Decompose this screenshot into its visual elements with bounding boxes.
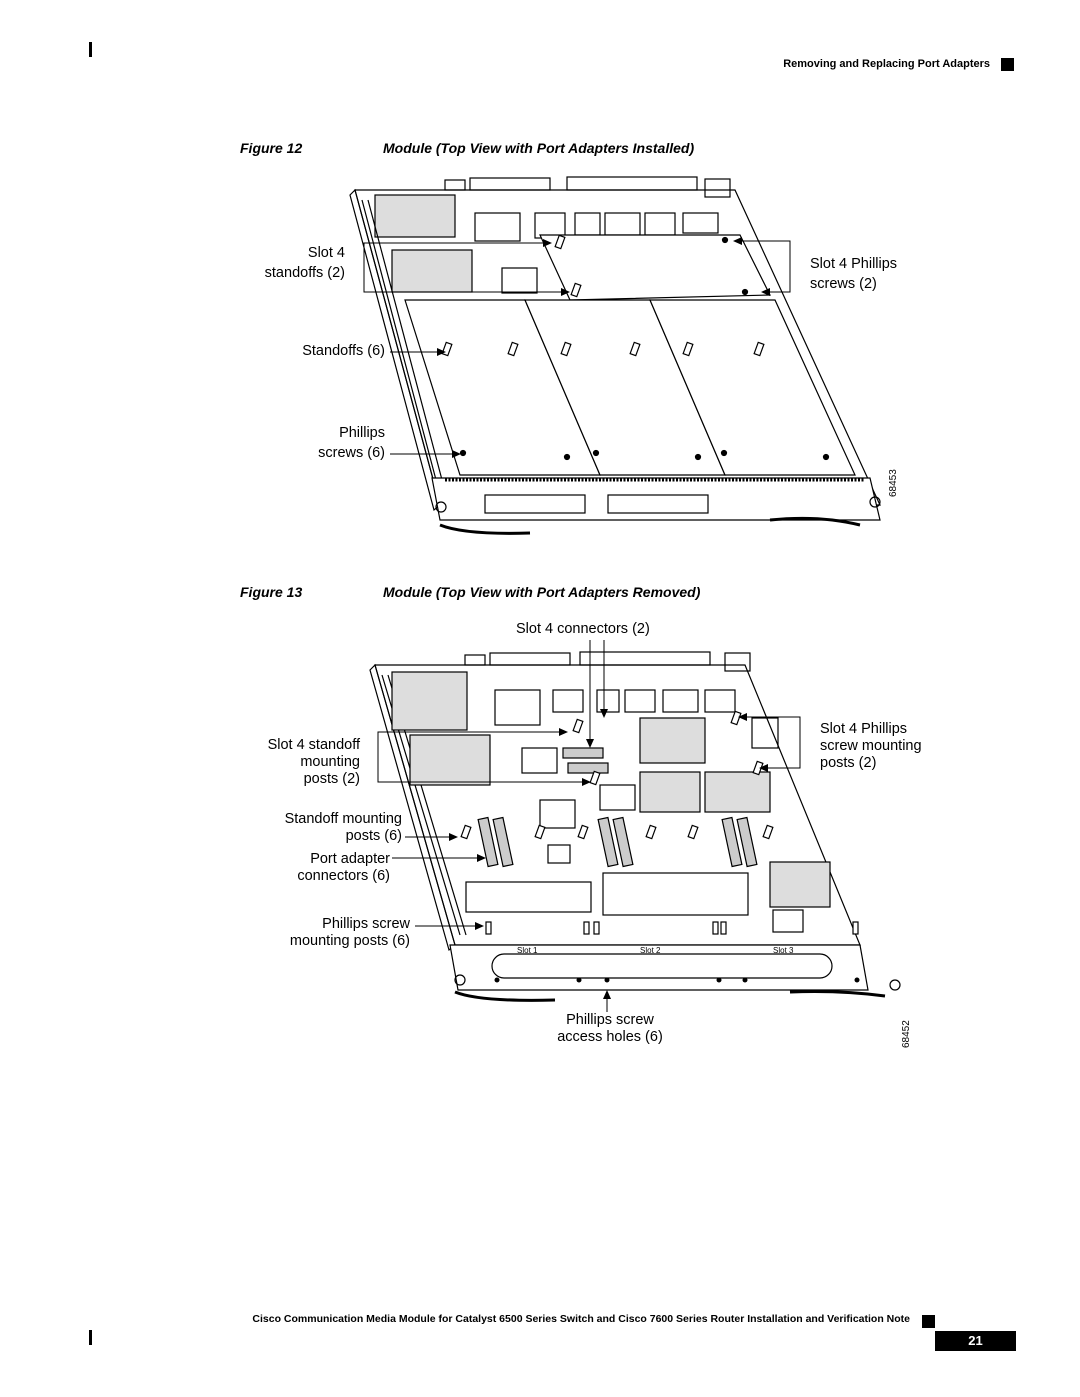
- fig13-standoff-posts-line2: mounting: [300, 754, 360, 770]
- figure-13-label: Figure 13: [240, 584, 303, 600]
- fig13-standoff-posts-line1: Slot 4 standoff: [267, 737, 360, 753]
- page-number: 21: [935, 1331, 1016, 1351]
- fig13-callout-access-holes: [540, 1012, 680, 1046]
- footer-marker-square: [922, 1315, 935, 1328]
- fig13-phillips-screw-line1: Phillips screw: [322, 916, 410, 932]
- fig13-standoff-mounting-line1: Standoff mounting: [284, 811, 402, 827]
- fig12-callout-slot4-phillips-line1: Slot 4 Phillips: [810, 256, 898, 272]
- fig13-access-holes-line1: Phillips screw: [566, 1012, 654, 1028]
- fig12-callout-phillips-line1: Phillips: [339, 425, 385, 441]
- fig12-id-number: 68453: [888, 469, 899, 497]
- fig13-slot-3-label: Slot 3: [773, 946, 794, 955]
- crop-mark-bottom-left: [89, 1330, 92, 1345]
- fig13-standoff-mounting-line2: posts (6): [345, 828, 402, 844]
- fig13-slot-2-label: Slot 2: [640, 946, 661, 955]
- fig13-phillips-posts-line2: screw mounting: [820, 738, 922, 754]
- fig12-callout-slot4-standoffs-line1: Slot 4: [307, 245, 345, 261]
- fig12-callout-slot4-standoffs-line2: standoffs (2): [264, 265, 345, 281]
- fig13-callout-phillips-screw: [240, 916, 410, 950]
- fig13-standoff-posts-line3: posts (2): [303, 771, 360, 787]
- fig12-callout-slot4-phillips-line2: screws (2): [810, 276, 877, 292]
- fig13-phillips-posts-line3: posts (2): [820, 755, 877, 771]
- fig13-callout-standoff-mounting: [230, 811, 402, 845]
- fig13-callout-phillips-posts: [820, 721, 960, 772]
- fig13-slot-1-label: Slot 1: [517, 946, 538, 955]
- footer-document-title: Cisco Communication Media Module for Catalyst 6500 Series Switch and Cisco 7600 Series Router Installation and Verification Note: [252, 1313, 910, 1325]
- figure-13-caption: Module (Top View with Port Adapters Removed): [383, 584, 701, 600]
- fig13-phillips-screw-line2: mounting posts (6): [289, 933, 410, 949]
- fig13-port-adapter-line2: connectors (6): [297, 868, 390, 884]
- figure-12-label: Figure 12: [240, 140, 303, 156]
- fig13-id-number: 68452: [901, 1020, 912, 1048]
- running-header: Removing and Replacing Port Adapters: [783, 58, 990, 70]
- fig13-callout-port-adapter: [240, 851, 390, 885]
- fig13-callout-standoff-posts: [230, 737, 360, 788]
- fig12-callout-standoffs: Standoffs (6): [302, 343, 385, 359]
- fig13-phillips-posts-line1: Slot 4 Phillips: [820, 721, 908, 737]
- fig13-access-holes-line2: access holes (6): [557, 1029, 663, 1045]
- fig13-port-adapter-line1: Port adapter: [310, 851, 390, 867]
- fig12-callout-phillips-line2: screws (6): [318, 445, 385, 461]
- figure-12-caption: Module (Top View with Port Adapters Installed): [383, 140, 695, 156]
- fig13-callout-slot4-connectors: Slot 4 connectors (2): [516, 621, 650, 637]
